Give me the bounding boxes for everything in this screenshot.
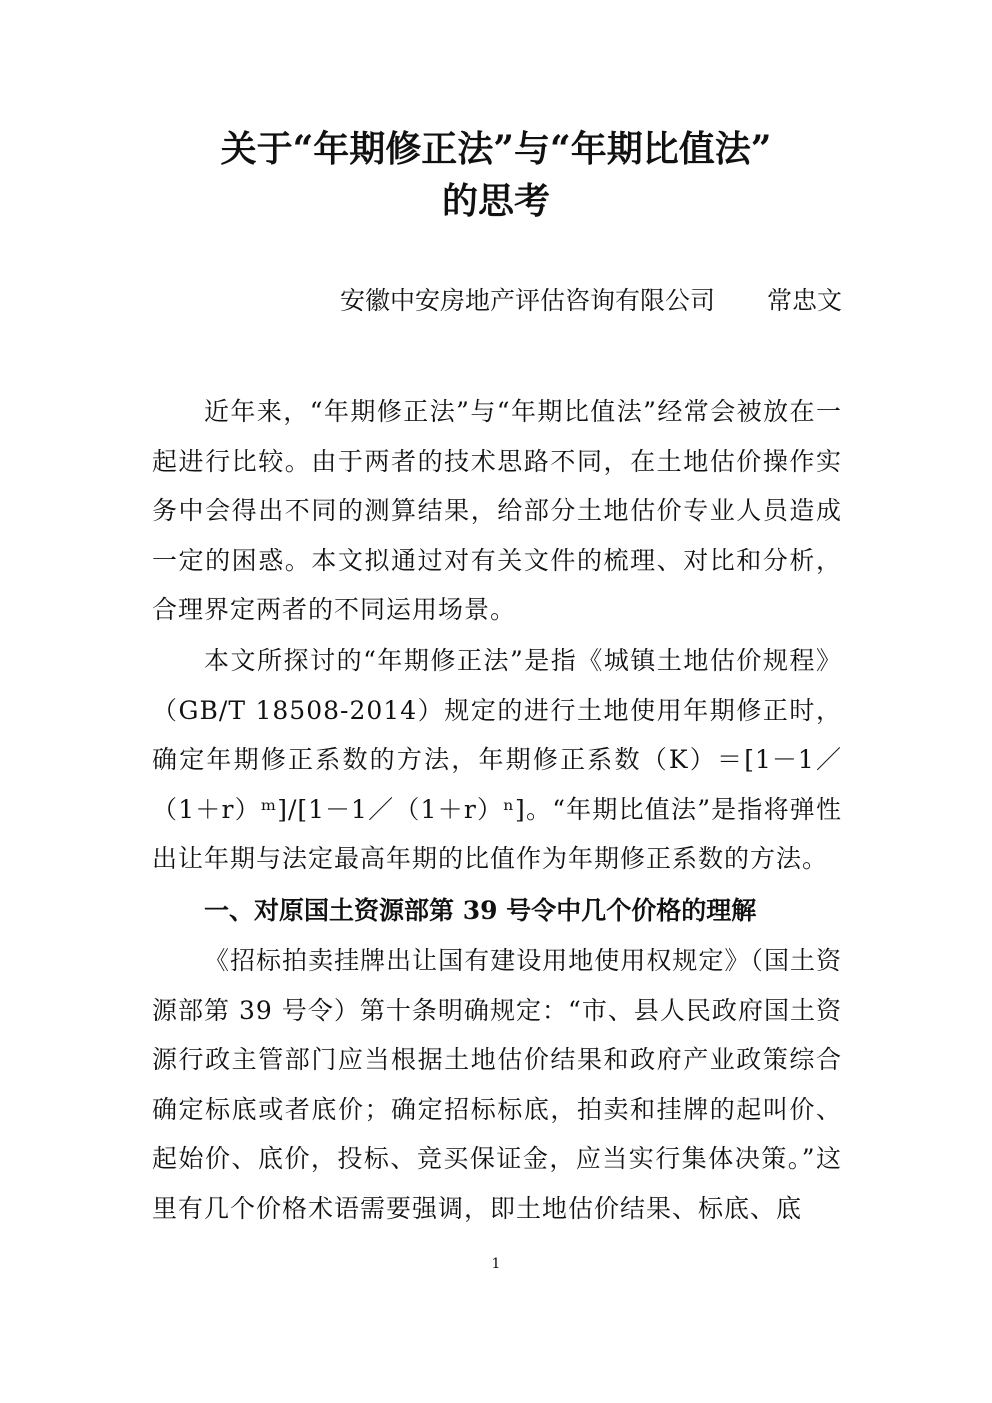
document-title-line-1: 关于“年期修正法”与“年期比值法” bbox=[220, 128, 772, 170]
author-name: 常忠文 bbox=[766, 286, 842, 315]
paragraph-regulation: 《招标拍卖挂牌出让国有建设用地使用权规定》（国土资源部第 39 号令）第十条明确规定：“市、县人民政府国土资源行政主管部门应当根据土地估价结果和政府产业政策综合确定标底或者底价；确定招标标底，拍卖和挂牌的起叫价、起始价、底价，投标、竞买保证金，应当实行集体决策。”这里有几个价格术语需要强调，即土地估价结果、标底、底 bbox=[152, 946, 842, 1223]
document-title-line-2: 的思考 bbox=[441, 180, 550, 222]
page-number: 1 bbox=[491, 1256, 501, 1272]
author-line bbox=[340, 281, 842, 321]
author-organization: 安徽中安房地产评估咨询有限公司 bbox=[339, 286, 715, 315]
section-heading: 一、对原国土资源部第 39 号令中几个价格的理解 bbox=[204, 896, 757, 925]
paragraph-definitions: 本文所探讨的“年期修正法”是指《城镇土地估价规程》（GB/T 18508-2014）规定的进行土地使用年期修正时，确定年期修正系数的方法，年期修正系数（K）＝[1－1／（1＋r）ᵐ]/[1－1／（1＋r）ⁿ]。“年期比值法”是指将弹性出让年期与法定最高年期的比值作为年期修正系数的方法。 bbox=[152, 646, 842, 873]
paragraph-introduction: 近年来，“年期修正法”与“年期比值法”经常会被放在一起进行比较。由于两者的技术思路不同，在土地估价操作实务中会得出不同的测算结果，给部分土地估价专业人员造成一定的困惑。本文拟通过对有关文件的梳理、对比和分析，合理界定两者的不同运用场景。 bbox=[152, 397, 842, 624]
